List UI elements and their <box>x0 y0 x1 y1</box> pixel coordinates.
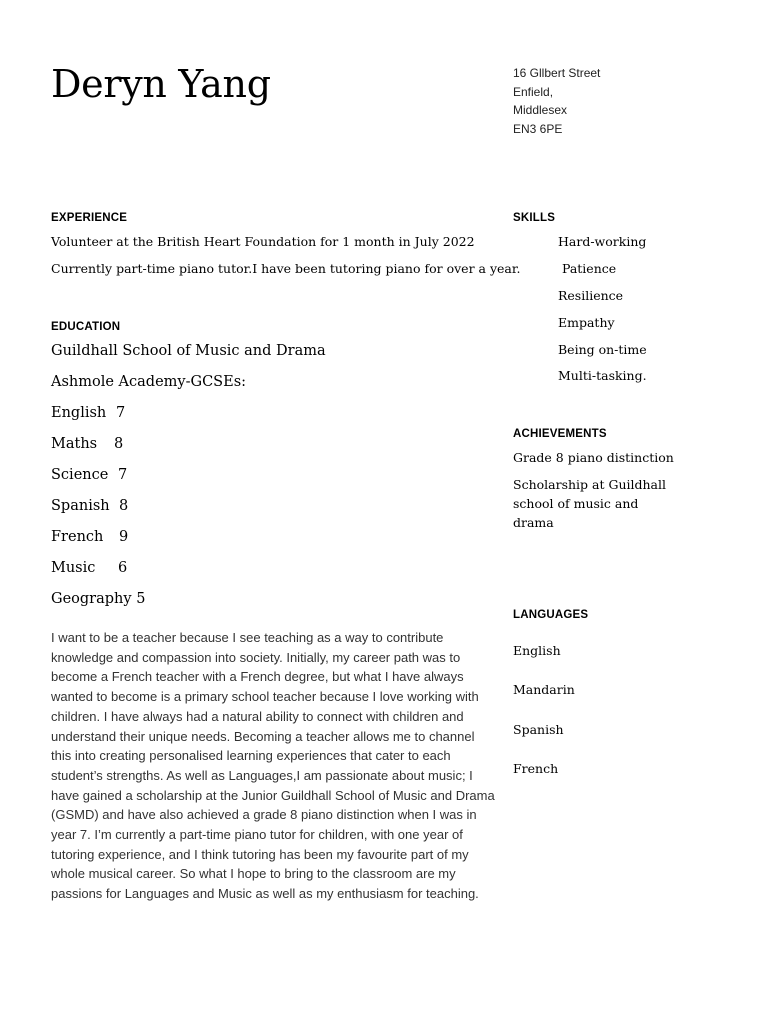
gcse-grade: 8 <box>114 436 124 452</box>
address-line: Middlesex <box>513 103 568 117</box>
skill-item: Patience <box>558 261 617 276</box>
gcse-grade-row <box>51 405 125 421</box>
experience-item: Volunteer at the British Heart Foundation for 1 month in July 2022 <box>51 234 475 249</box>
gcse-grade-row <box>51 591 145 607</box>
achievement-item: Grade 8 piano distinction <box>513 450 674 465</box>
gcse-subject: Geography <box>51 591 132 607</box>
gcse-subject: Music <box>51 560 96 576</box>
candidate-name: Deryn Yang <box>51 62 271 106</box>
address-line: Enfield, <box>513 84 554 99</box>
gcse-grade-row <box>51 467 127 483</box>
achievement-item: Scholarship at Guildhall school of music and drama <box>513 477 666 530</box>
gcse-subject: Maths <box>51 436 98 452</box>
gcse-subject: Science <box>51 467 109 483</box>
language-item: French <box>513 761 559 776</box>
gcse-grade-row <box>51 498 128 514</box>
language-item: English <box>513 643 561 658</box>
gcse-grade-row <box>51 529 128 545</box>
skill-item: Resilience <box>558 288 624 303</box>
skill-item: Hard-working <box>558 234 647 249</box>
education-academy: Ashmole Academy-GCSEs: <box>51 374 247 390</box>
gcse-grade: 6 <box>118 560 128 576</box>
address-line: EN3 6PE <box>513 121 563 136</box>
skill-item: Being on-time <box>558 342 647 357</box>
language-item: Mandarin <box>513 682 575 697</box>
gcse-grade: 9 <box>119 529 129 545</box>
language-item: Spanish <box>513 722 564 737</box>
education-heading: EDUCATION <box>51 321 121 333</box>
experience-heading: EXPERIENCE <box>51 212 128 224</box>
languages-heading: LANGUAGES <box>513 609 589 621</box>
skill-item: Multi-tasking. <box>558 368 647 383</box>
achievements-heading: ACHIEVEMENTS <box>513 428 607 440</box>
gcse-subject: French <box>51 529 104 545</box>
experience-item: Currently part-time piano tutor.I have been tutoring piano for over a year. <box>51 261 521 276</box>
education-school: Guildhall School of Music and Drama <box>51 343 326 359</box>
gcse-subject: Spanish <box>51 498 110 514</box>
skill-item: Empathy <box>558 315 615 330</box>
address-block <box>513 64 600 138</box>
gcse-subject: English <box>51 405 107 421</box>
personal-statement: I want to be a teacher because I see teaching as a way to contribute knowledge and compassion into society. Initially, my career path was to become a French teacher with a French degree, but what I have always wanted to become is a primary school teacher because I love working with children. I have always had a natural ability to connect with children and understand their unique needs. Becoming a teacher allows me to channel this into creating personalised learning experiences that cater to each student’s strengths. As well as Languages,I am passionate about music; I have gained a scholarship at the Junior Guildhall School of Music and Drama (GSMD) and have also achieved a grade 8 piano distinction when I was in year 7. I’m currently a part-time piano tutor for children, with one year of tutoring experience, and I think tutoring has been my favourite part of my whole musical career. So what I hope to bring to the classroom are my passions for Languages and Music as well as my enthusiasm for teaching. <box>51 630 495 902</box>
gcse-grade: 8 <box>119 498 129 514</box>
gcse-grade-row <box>51 436 123 452</box>
gcse-grade-row <box>51 560 127 576</box>
skills-heading: SKILLS <box>513 212 556 224</box>
address-line: 16 Gllbert Street <box>513 66 601 80</box>
gcse-grade: 7 <box>118 467 128 483</box>
gcse-grade: 5 <box>136 591 146 607</box>
gcse-grade: 7 <box>116 405 126 421</box>
